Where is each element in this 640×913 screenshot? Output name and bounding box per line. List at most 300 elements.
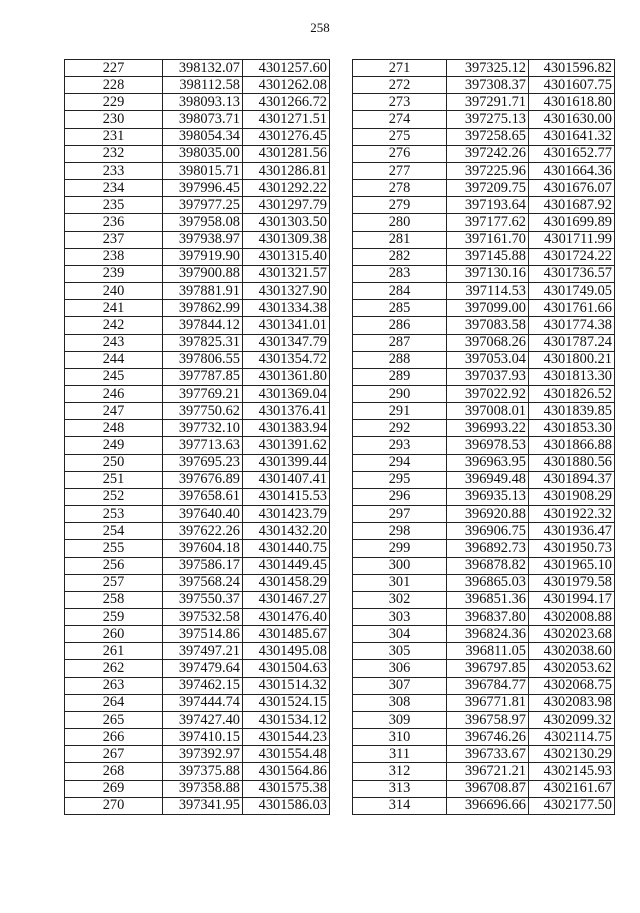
x-coordinate-cell: 396824.36 (447, 626, 529, 643)
y-coordinate-cell: 4301618.80 (529, 94, 615, 111)
y-coordinate-cell: 4301813.30 (529, 368, 615, 385)
x-coordinate-cell: 397130.16 (447, 265, 529, 282)
x-coordinate-cell: 397640.40 (163, 506, 243, 523)
point-number-cell: 268 (65, 763, 163, 780)
x-coordinate-cell: 397881.91 (163, 283, 243, 300)
point-number-cell: 304 (353, 626, 447, 643)
y-coordinate-cell: 4301774.38 (529, 317, 615, 334)
point-number-cell: 263 (65, 677, 163, 694)
table-row (65, 248, 330, 265)
table-row (353, 368, 615, 385)
y-coordinate-cell: 4301699.89 (529, 214, 615, 231)
coordinates-table-left (64, 59, 330, 815)
y-coordinate-cell: 4301544.23 (243, 729, 330, 746)
x-coordinate-cell: 397713.63 (163, 437, 243, 454)
table-row (353, 711, 615, 728)
table-row (353, 94, 615, 111)
x-coordinate-cell: 397514.86 (163, 626, 243, 643)
x-coordinate-cell: 397900.88 (163, 265, 243, 282)
table-row (65, 231, 330, 248)
x-coordinate-cell: 397958.08 (163, 214, 243, 231)
y-coordinate-cell: 4301749.05 (529, 283, 615, 300)
point-number-cell: 239 (65, 265, 163, 282)
x-coordinate-cell: 397177.62 (447, 214, 529, 231)
y-coordinate-cell: 4301485.67 (243, 626, 330, 643)
point-number-cell: 300 (353, 557, 447, 574)
x-coordinate-cell: 397444.74 (163, 694, 243, 711)
y-coordinate-cell: 4302008.88 (529, 609, 615, 626)
y-coordinate-cell: 4301262.08 (243, 77, 330, 94)
point-number-cell: 272 (353, 77, 447, 94)
point-number-cell: 292 (353, 420, 447, 437)
point-number-cell: 277 (353, 162, 447, 179)
y-coordinate-cell: 4301376.41 (243, 403, 330, 420)
table-row (65, 77, 330, 94)
x-coordinate-cell: 396784.77 (447, 677, 529, 694)
x-coordinate-cell: 397750.62 (163, 403, 243, 420)
table-row (65, 265, 330, 282)
table-row (65, 420, 330, 437)
table-row (353, 385, 615, 402)
y-coordinate-cell: 4301800.21 (529, 351, 615, 368)
x-coordinate-cell: 397695.23 (163, 454, 243, 471)
x-coordinate-cell: 397341.95 (163, 797, 243, 814)
point-number-cell: 305 (353, 643, 447, 660)
y-coordinate-cell: 4302099.32 (529, 711, 615, 728)
y-coordinate-cell: 4301449.45 (243, 557, 330, 574)
page-number: 258 (310, 20, 330, 35)
point-number-cell: 259 (65, 609, 163, 626)
table-row (353, 180, 615, 197)
point-number-cell: 244 (65, 351, 163, 368)
y-coordinate-cell: 4301292.22 (243, 180, 330, 197)
y-coordinate-cell: 4301391.62 (243, 437, 330, 454)
point-number-cell: 311 (353, 746, 447, 763)
point-number-cell: 287 (353, 334, 447, 351)
point-number-cell: 281 (353, 231, 447, 248)
x-coordinate-cell: 396708.87 (447, 780, 529, 797)
point-number-cell: 280 (353, 214, 447, 231)
x-coordinate-cell: 397658.61 (163, 488, 243, 505)
table-row (65, 506, 330, 523)
table-row (353, 797, 615, 814)
point-number-cell: 229 (65, 94, 163, 111)
x-coordinate-cell: 397053.04 (447, 351, 529, 368)
x-coordinate-cell: 397225.96 (447, 162, 529, 179)
point-number-cell: 267 (65, 746, 163, 763)
table-row (353, 780, 615, 797)
point-number-cell: 275 (353, 128, 447, 145)
table-row (353, 523, 615, 540)
point-number-cell: 309 (353, 711, 447, 728)
table-row (65, 711, 330, 728)
x-coordinate-cell: 397938.97 (163, 231, 243, 248)
y-coordinate-cell: 4301641.32 (529, 128, 615, 145)
table-row (65, 180, 330, 197)
table-row (353, 746, 615, 763)
y-coordinate-cell: 4302145.93 (529, 763, 615, 780)
x-coordinate-cell: 397769.21 (163, 385, 243, 402)
point-number-cell: 289 (353, 368, 447, 385)
table-row (353, 248, 615, 265)
point-number-cell: 283 (353, 265, 447, 282)
y-coordinate-cell: 4301476.40 (243, 609, 330, 626)
table-row (65, 660, 330, 677)
table-row (65, 626, 330, 643)
point-number-cell: 258 (65, 591, 163, 608)
x-coordinate-cell: 396746.26 (447, 729, 529, 746)
point-number-cell: 314 (353, 797, 447, 814)
point-number-cell: 262 (65, 660, 163, 677)
point-number-cell: 291 (353, 403, 447, 420)
x-coordinate-cell: 397114.53 (447, 283, 529, 300)
y-coordinate-cell: 4301415.53 (243, 488, 330, 505)
point-number-cell: 232 (65, 145, 163, 162)
x-coordinate-cell: 397622.26 (163, 523, 243, 540)
table-row (65, 111, 330, 128)
point-number-cell: 255 (65, 540, 163, 557)
point-number-cell: 228 (65, 77, 163, 94)
point-number-cell: 296 (353, 488, 447, 505)
x-coordinate-cell: 396733.67 (447, 746, 529, 763)
x-coordinate-cell: 397275.13 (447, 111, 529, 128)
table-row (353, 557, 615, 574)
x-coordinate-cell: 396758.97 (447, 711, 529, 728)
point-number-cell: 257 (65, 574, 163, 591)
x-coordinate-cell: 397586.17 (163, 557, 243, 574)
y-coordinate-cell: 4301271.51 (243, 111, 330, 128)
x-coordinate-cell: 398035.00 (163, 145, 243, 162)
y-coordinate-cell: 4301866.88 (529, 437, 615, 454)
x-coordinate-cell: 397291.71 (447, 94, 529, 111)
y-coordinate-cell: 4301257.60 (243, 60, 330, 77)
x-coordinate-cell: 397068.26 (447, 334, 529, 351)
point-number-cell: 231 (65, 128, 163, 145)
point-number-cell: 310 (353, 729, 447, 746)
y-coordinate-cell: 4301607.75 (529, 77, 615, 94)
y-coordinate-cell: 4302177.50 (529, 797, 615, 814)
x-coordinate-cell: 397977.25 (163, 197, 243, 214)
table-row (65, 162, 330, 179)
y-coordinate-cell: 4301432.20 (243, 523, 330, 540)
table-row (65, 214, 330, 231)
x-coordinate-cell: 397392.97 (163, 746, 243, 763)
y-coordinate-cell: 4301347.79 (243, 334, 330, 351)
y-coordinate-cell: 4301276.45 (243, 128, 330, 145)
point-number-cell: 241 (65, 300, 163, 317)
point-number-cell: 246 (65, 385, 163, 402)
table-row (353, 540, 615, 557)
point-number-cell: 285 (353, 300, 447, 317)
y-coordinate-cell: 4301676.07 (529, 180, 615, 197)
y-coordinate-cell: 4301467.27 (243, 591, 330, 608)
point-number-cell: 237 (65, 231, 163, 248)
table-row (353, 471, 615, 488)
x-coordinate-cell: 398112.58 (163, 77, 243, 94)
table-row (65, 797, 330, 814)
x-coordinate-cell: 397806.55 (163, 351, 243, 368)
table-row (353, 214, 615, 231)
y-coordinate-cell: 4301711.99 (529, 231, 615, 248)
point-number-cell: 274 (353, 111, 447, 128)
y-coordinate-cell: 4301853.30 (529, 420, 615, 437)
table-row (65, 643, 330, 660)
table-row (353, 60, 615, 77)
y-coordinate-cell: 4301315.40 (243, 248, 330, 265)
y-coordinate-cell: 4301979.58 (529, 574, 615, 591)
y-coordinate-cell: 4301341.01 (243, 317, 330, 334)
table-row (353, 351, 615, 368)
y-coordinate-cell: 4301761.66 (529, 300, 615, 317)
y-coordinate-cell: 4301458.29 (243, 574, 330, 591)
point-number-cell: 312 (353, 763, 447, 780)
table-row (353, 763, 615, 780)
point-number-cell: 250 (65, 454, 163, 471)
point-number-cell: 243 (65, 334, 163, 351)
point-number-cell: 256 (65, 557, 163, 574)
table-row (353, 454, 615, 471)
table-row (65, 763, 330, 780)
table-row (65, 609, 330, 626)
y-coordinate-cell: 4301321.57 (243, 265, 330, 282)
table-row (353, 283, 615, 300)
point-number-cell: 297 (353, 506, 447, 523)
point-number-cell: 271 (353, 60, 447, 77)
point-number-cell: 240 (65, 283, 163, 300)
table-row (65, 729, 330, 746)
table-row (353, 694, 615, 711)
point-number-cell: 313 (353, 780, 447, 797)
point-number-cell: 265 (65, 711, 163, 728)
table-row (353, 488, 615, 505)
y-coordinate-cell: 4301524.15 (243, 694, 330, 711)
table-row (353, 197, 615, 214)
point-number-cell: 270 (65, 797, 163, 814)
x-coordinate-cell: 396837.80 (447, 609, 529, 626)
point-number-cell: 290 (353, 385, 447, 402)
y-coordinate-cell: 4302130.29 (529, 746, 615, 763)
point-number-cell: 247 (65, 403, 163, 420)
point-number-cell: 286 (353, 317, 447, 334)
x-coordinate-cell: 396993.22 (447, 420, 529, 437)
table-row (353, 128, 615, 145)
point-number-cell: 279 (353, 197, 447, 214)
table-row (353, 609, 615, 626)
x-coordinate-cell: 397145.88 (447, 248, 529, 265)
table-row (353, 334, 615, 351)
x-coordinate-cell: 396878.82 (447, 557, 529, 574)
point-number-cell: 249 (65, 437, 163, 454)
table-row (65, 780, 330, 797)
table-row (353, 145, 615, 162)
x-coordinate-cell: 397099.00 (447, 300, 529, 317)
x-coordinate-cell: 397410.15 (163, 729, 243, 746)
table-row (353, 231, 615, 248)
y-coordinate-cell: 4302068.75 (529, 677, 615, 694)
y-coordinate-cell: 4301423.79 (243, 506, 330, 523)
y-coordinate-cell: 4301724.22 (529, 248, 615, 265)
y-coordinate-cell: 4302114.75 (529, 729, 615, 746)
x-coordinate-cell: 397532.58 (163, 609, 243, 626)
table-row (353, 437, 615, 454)
table-row (353, 265, 615, 282)
table-row (65, 94, 330, 111)
point-number-cell: 288 (353, 351, 447, 368)
y-coordinate-cell: 4301994.17 (529, 591, 615, 608)
y-coordinate-cell: 4301504.63 (243, 660, 330, 677)
y-coordinate-cell: 4302038.60 (529, 643, 615, 660)
y-coordinate-cell: 4301327.90 (243, 283, 330, 300)
point-number-cell: 302 (353, 591, 447, 608)
table-row (65, 351, 330, 368)
y-coordinate-cell: 4301630.00 (529, 111, 615, 128)
point-number-cell: 227 (65, 60, 163, 77)
x-coordinate-cell: 397375.88 (163, 763, 243, 780)
table-row (353, 574, 615, 591)
x-coordinate-cell: 398015.71 (163, 162, 243, 179)
table-row (353, 660, 615, 677)
table-row (65, 540, 330, 557)
table-row (353, 300, 615, 317)
table-row (65, 574, 330, 591)
point-number-cell: 251 (65, 471, 163, 488)
y-coordinate-cell: 4301281.56 (243, 145, 330, 162)
point-number-cell: 276 (353, 145, 447, 162)
point-number-cell: 278 (353, 180, 447, 197)
table-row (65, 300, 330, 317)
x-coordinate-cell: 398073.71 (163, 111, 243, 128)
y-coordinate-cell: 4301534.12 (243, 711, 330, 728)
y-coordinate-cell: 4301407.41 (243, 471, 330, 488)
point-number-cell: 242 (65, 317, 163, 334)
point-number-cell: 282 (353, 248, 447, 265)
point-number-cell: 245 (65, 368, 163, 385)
x-coordinate-cell: 397193.64 (447, 197, 529, 214)
point-number-cell: 284 (353, 283, 447, 300)
point-number-cell: 269 (65, 780, 163, 797)
point-number-cell: 236 (65, 214, 163, 231)
y-coordinate-cell: 4301787.24 (529, 334, 615, 351)
x-coordinate-cell: 396721.21 (447, 763, 529, 780)
y-coordinate-cell: 4301880.56 (529, 454, 615, 471)
table-row (353, 77, 615, 94)
table-row (65, 557, 330, 574)
y-coordinate-cell: 4301286.81 (243, 162, 330, 179)
x-coordinate-cell: 396865.03 (447, 574, 529, 591)
y-coordinate-cell: 4301266.72 (243, 94, 330, 111)
point-number-cell: 261 (65, 643, 163, 660)
table-row (65, 128, 330, 145)
y-coordinate-cell: 4301664.36 (529, 162, 615, 179)
table-row (65, 334, 330, 351)
x-coordinate-cell: 396906.75 (447, 523, 529, 540)
x-coordinate-cell: 397604.18 (163, 540, 243, 557)
table-row (65, 591, 330, 608)
point-number-cell: 254 (65, 523, 163, 540)
x-coordinate-cell: 396696.66 (447, 797, 529, 814)
y-coordinate-cell: 4301554.48 (243, 746, 330, 763)
y-coordinate-cell: 4301826.52 (529, 385, 615, 402)
y-coordinate-cell: 4301399.44 (243, 454, 330, 471)
point-number-cell: 252 (65, 488, 163, 505)
y-coordinate-cell: 4301908.29 (529, 488, 615, 505)
y-coordinate-cell: 4301596.82 (529, 60, 615, 77)
table-row (353, 677, 615, 694)
x-coordinate-cell: 397022.92 (447, 385, 529, 402)
x-coordinate-cell: 396949.48 (447, 471, 529, 488)
point-number-cell: 303 (353, 609, 447, 626)
y-coordinate-cell: 4302053.62 (529, 660, 615, 677)
x-coordinate-cell: 397209.75 (447, 180, 529, 197)
x-coordinate-cell: 397083.58 (447, 317, 529, 334)
table-row (65, 746, 330, 763)
x-coordinate-cell: 397568.24 (163, 574, 243, 591)
table-row (65, 694, 330, 711)
y-coordinate-cell: 4301965.10 (529, 557, 615, 574)
point-number-cell: 264 (65, 694, 163, 711)
x-coordinate-cell: 397258.65 (447, 128, 529, 145)
y-coordinate-cell: 4301652.77 (529, 145, 615, 162)
y-coordinate-cell: 4301354.72 (243, 351, 330, 368)
table-row (65, 368, 330, 385)
point-number-cell: 298 (353, 523, 447, 540)
table-row (65, 437, 330, 454)
table-row (65, 403, 330, 420)
x-coordinate-cell: 397037.93 (447, 368, 529, 385)
table-row (65, 523, 330, 540)
point-number-cell: 266 (65, 729, 163, 746)
table-row (65, 471, 330, 488)
table-row (65, 454, 330, 471)
point-number-cell: 306 (353, 660, 447, 677)
y-coordinate-cell: 4301383.94 (243, 420, 330, 437)
table-row (353, 403, 615, 420)
x-coordinate-cell: 396771.81 (447, 694, 529, 711)
point-number-cell: 238 (65, 248, 163, 265)
x-coordinate-cell: 397161.70 (447, 231, 529, 248)
y-coordinate-cell: 4301369.04 (243, 385, 330, 402)
point-number-cell: 235 (65, 197, 163, 214)
point-number-cell: 260 (65, 626, 163, 643)
point-number-cell: 295 (353, 471, 447, 488)
x-coordinate-cell: 396811.05 (447, 643, 529, 660)
x-coordinate-cell: 398132.07 (163, 60, 243, 77)
point-number-cell: 248 (65, 420, 163, 437)
x-coordinate-cell: 397427.40 (163, 711, 243, 728)
y-coordinate-cell: 4302083.98 (529, 694, 615, 711)
x-coordinate-cell: 396851.36 (447, 591, 529, 608)
table-row (353, 162, 615, 179)
x-coordinate-cell: 397676.89 (163, 471, 243, 488)
point-number-cell: 308 (353, 694, 447, 711)
table-row (65, 283, 330, 300)
table-row (353, 626, 615, 643)
y-coordinate-cell: 4301361.80 (243, 368, 330, 385)
table-row (353, 317, 615, 334)
table-row (65, 317, 330, 334)
x-coordinate-cell: 397462.15 (163, 677, 243, 694)
point-number-cell: 293 (353, 437, 447, 454)
x-coordinate-cell: 397358.88 (163, 780, 243, 797)
point-number-cell: 307 (353, 677, 447, 694)
table-row (353, 111, 615, 128)
table-row (353, 420, 615, 437)
table-row (65, 60, 330, 77)
y-coordinate-cell: 4301575.38 (243, 780, 330, 797)
x-coordinate-cell: 397550.37 (163, 591, 243, 608)
y-coordinate-cell: 4301297.79 (243, 197, 330, 214)
coordinates-table-right (352, 59, 615, 815)
